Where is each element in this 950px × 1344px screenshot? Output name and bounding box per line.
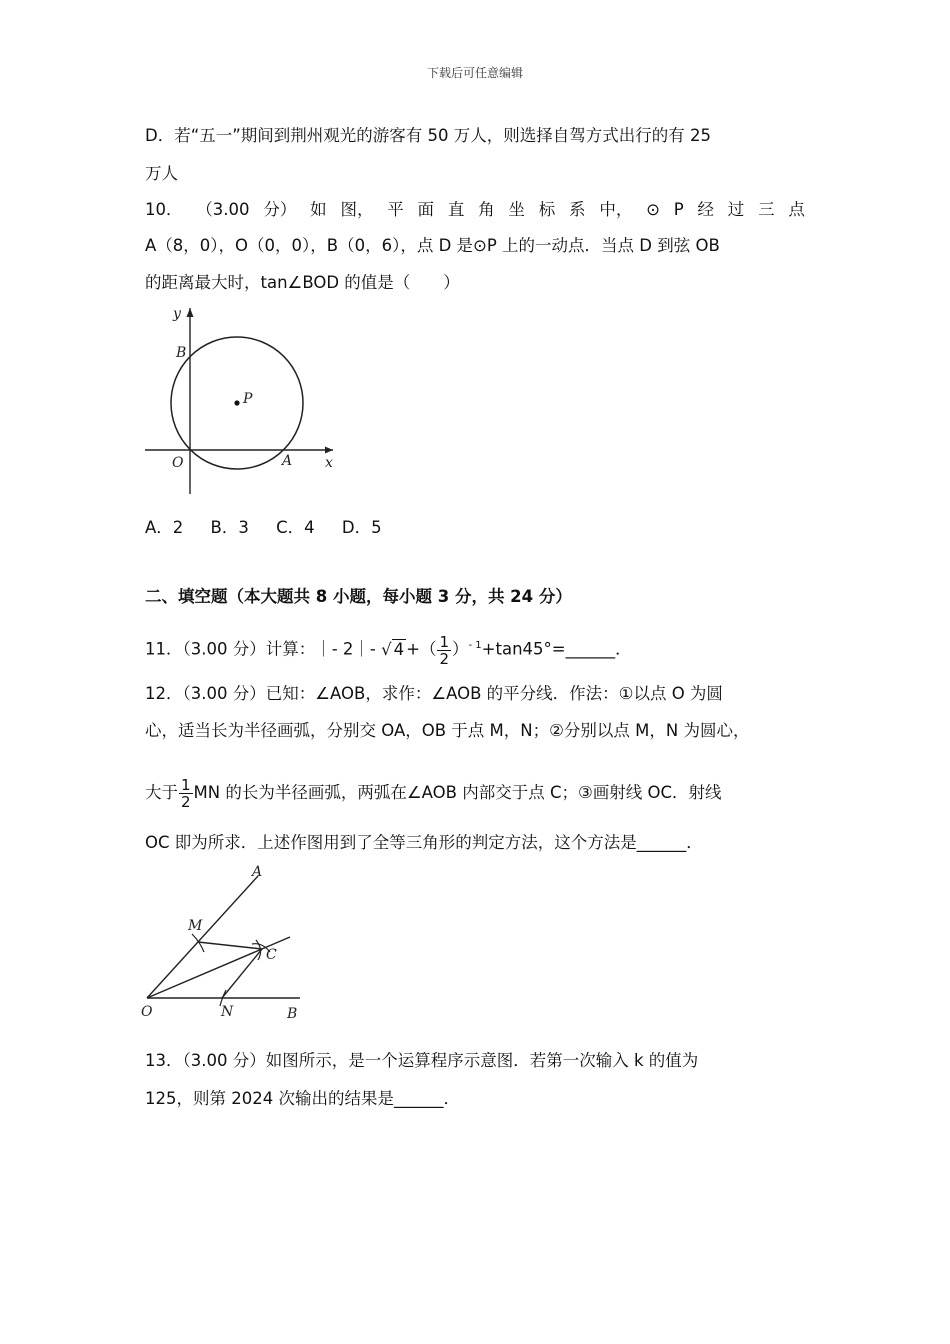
ray-oa: [147, 876, 258, 998]
section-title: 二、填空题（本大题共 8 小题，每小题 3 分，共 24 分）: [145, 587, 572, 606]
q12-line2: 心，适当长为半径画弧，分别交 OA，OB 于点 M，N；②分别以点 M，N 为圆心，: [145, 721, 750, 740]
q10-circle-figure: [140, 302, 340, 498]
q10-token: 经: [697, 200, 714, 219]
fraction-half: [179, 777, 193, 810]
label-a: A: [282, 453, 293, 469]
q12-line3-suffix: MN 的长为半径画弧，两弧在∠AOB 内部交于点 C；③画射线 OC．射线: [193, 783, 722, 802]
option-b: B．3: [210, 518, 249, 537]
q13-line1: 13．（3.00 分）如图所示，是一个运算程序示意图．若第一次输入 k 的值为: [145, 1051, 699, 1070]
label-x: x: [325, 455, 333, 471]
label-p: P: [243, 391, 253, 407]
label-m: M: [188, 918, 203, 934]
q11-suffix: +tan45°=______．: [481, 639, 632, 659]
q11-plus-paren: +（: [406, 639, 437, 659]
q9-option-d-line1: D．若“五一”期间到荆州观光的游客有 50 万人，则选择自驾方式出行的有 25: [145, 126, 712, 145]
center-point: [234, 400, 239, 405]
q10-token: 过: [727, 200, 745, 219]
option-d: D．5: [341, 518, 382, 537]
q10-token: 如: [310, 200, 327, 219]
q10-token: 三: [758, 200, 775, 219]
q12-bisector-figure: [138, 860, 308, 1025]
q10-token: 系: [569, 200, 586, 219]
label-o: O: [141, 1004, 153, 1020]
q11-exponent: - 1: [468, 640, 482, 651]
label-a: A: [252, 864, 263, 880]
fraction-numerator: 1: [181, 776, 191, 794]
q10-token: P: [673, 200, 684, 219]
q12-line1: 12．（3.00 分）已知：∠AOB，求作：∠AOB 的平分线．作法：①以点 O 为圆: [145, 684, 723, 703]
q11: [145, 630, 632, 667]
label-b: B: [287, 1006, 298, 1022]
label-b: B: [176, 345, 187, 361]
q10-token: 角: [478, 200, 495, 219]
fraction-numerator: 1: [439, 632, 450, 651]
q12-line3-prefix: 大于: [145, 783, 178, 802]
q10-token: 标: [538, 200, 556, 219]
q10-token: 平: [387, 200, 404, 219]
q11-prefix: 11．（3.00 分）计算：｜- 2｜-: [145, 639, 382, 659]
option-a: A．2: [145, 518, 184, 537]
label-c: C: [266, 947, 277, 963]
q10-token: 分）: [263, 200, 297, 219]
q10-token: ⊙: [646, 200, 660, 219]
q10-token: 坐: [508, 200, 525, 219]
q10-token: 点: [788, 200, 805, 219]
q10-token: 面: [417, 200, 435, 219]
sqrt-expression: √ 4: [381, 639, 405, 659]
segment-mc: [198, 942, 262, 949]
q12-line3: [145, 775, 722, 811]
fraction-denominator: 2: [181, 793, 191, 811]
q10-line3: 的距离最大时，tan∠BOD 的值是（ ）: [145, 273, 460, 292]
fraction-half: [437, 634, 451, 667]
q10-line1: [145, 198, 805, 222]
q10-options: [145, 516, 404, 540]
q13-line2: 125，则第 2024 次输出的结果是______．: [145, 1089, 460, 1108]
option-c: C．4: [276, 518, 315, 537]
sqrt-radicand: 4: [393, 639, 405, 659]
label-o: O: [172, 455, 184, 471]
fraction-denominator: 2: [439, 649, 450, 668]
q10-token: 中，: [599, 200, 633, 219]
q10-line2: A（8，0），O（0，0），B（0，6），点 D 是⊙P 上的一动点．当点 D 到弦 OB: [145, 236, 720, 255]
q10-token: 直: [447, 200, 465, 219]
label-n: N: [221, 1004, 234, 1020]
segment-nc: [222, 949, 262, 998]
q11-paren-close: ）: [452, 639, 469, 659]
y-axis-arrow: [187, 308, 194, 317]
q12-line4: OC 即为所求．上述作图用到了全等三角形的判定方法，这个方法是______．: [145, 833, 703, 852]
label-y: y: [173, 306, 181, 322]
header-note: 下载后可任意编辑: [426, 66, 523, 80]
q9-option-d-line2: 万人: [145, 164, 178, 183]
q10-token: 图，: [340, 200, 374, 219]
x-axis-arrow: [325, 447, 333, 454]
q10-token: 10．: [145, 200, 183, 219]
q10-token: （3.00: [196, 200, 250, 219]
